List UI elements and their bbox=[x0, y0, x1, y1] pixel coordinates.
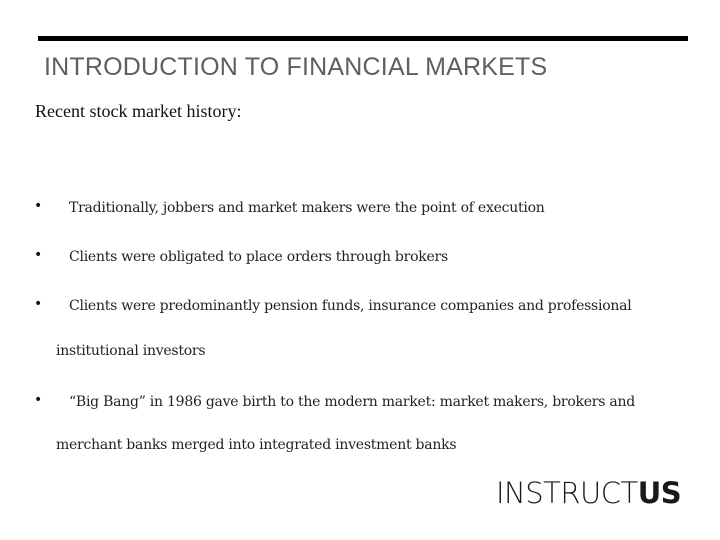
bullet-marker: • bbox=[34, 296, 43, 312]
logo-wordmark-part2: US bbox=[637, 476, 682, 510]
bullet-marker: • bbox=[34, 392, 43, 408]
bullet-marker: • bbox=[34, 198, 43, 214]
bullet-text-2: Clients were obligated to place orders through brokers bbox=[69, 249, 448, 265]
instructus-logo bbox=[496, 476, 681, 510]
bullet-marker: • bbox=[34, 247, 43, 263]
bullet-text-3-continuation: institutional investors bbox=[56, 343, 206, 359]
bullet-text-1: Traditionally, jobbers and market makers were the point of execution bbox=[69, 200, 545, 216]
title-divider-rule bbox=[38, 36, 688, 41]
logo-wordmark-part1: INSTRUCT bbox=[496, 476, 638, 510]
slide-subtitle: Recent stock market history: bbox=[35, 101, 242, 121]
bullet-text-4: “Big Bang” in 1986 gave birth to the modern market: market makers, brokers and bbox=[69, 394, 635, 410]
bullet-text-3: Clients were predominantly pension funds, insurance companies and professional bbox=[69, 298, 632, 314]
slide-title: INTRODUCTION TO FINANCIAL MARKETS bbox=[44, 53, 548, 81]
bullet-text-4-continuation: merchant banks merged into integrated investment banks bbox=[56, 437, 457, 453]
